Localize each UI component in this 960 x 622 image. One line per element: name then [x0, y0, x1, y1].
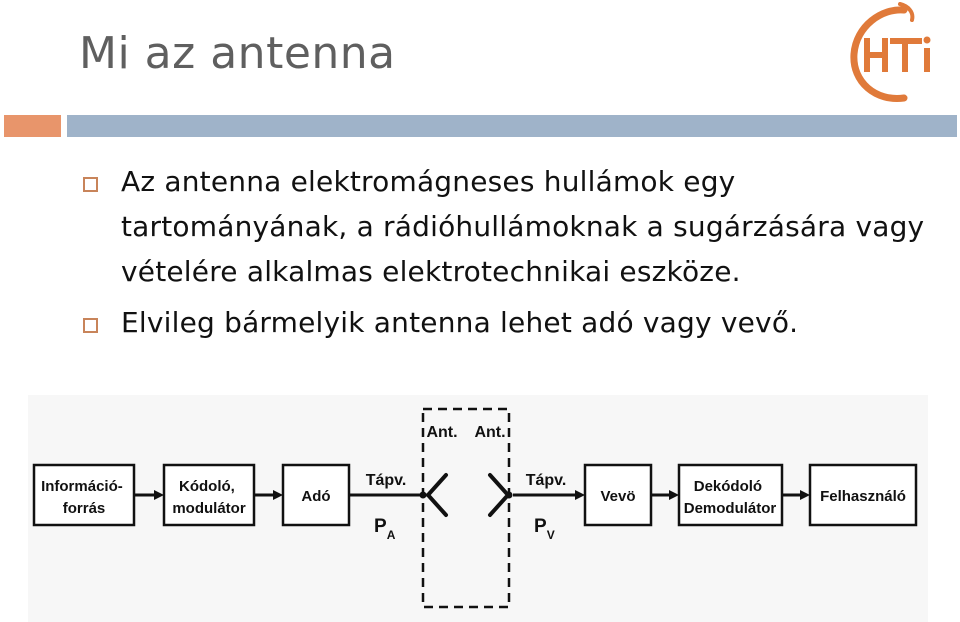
tx-feeder-label: Tápv.	[365, 472, 407, 489]
bullet-item	[70, 304, 950, 345]
title-accent-bar	[4, 115, 61, 137]
rx-antenna-label: Ant.	[474, 424, 506, 441]
user-label: Felhasználó	[820, 488, 906, 505]
receiver-label: Vevö	[600, 488, 636, 505]
hti-logo	[842, 2, 942, 106]
rx-power-label: $P_V$	[534, 516, 555, 542]
bullet-text: Az antenna elektromágneses hullámok egy tartományának, a rádióhullámoknak a sugárzására vagy vételére alkalmas elektrotechnikai eszköze.	[121, 165, 925, 288]
bullet-list	[70, 163, 950, 345]
info-source-label: Információ- forrás	[41, 478, 123, 517]
title-divider-bar	[67, 115, 957, 137]
decoder-label: Dekódoló Demodulátor	[683, 478, 777, 517]
encoder-label: Kódoló, modulátor	[172, 478, 246, 517]
tx-power-label: $P_A$	[374, 516, 396, 542]
radio-link-diagram	[28, 395, 928, 622]
bullet-text: Elvileg bármelyik antenna lehet adó vagy vevő.	[121, 306, 799, 339]
transmitter-label: Adó	[301, 488, 331, 505]
square-bullet-icon	[83, 318, 98, 333]
bullet-item	[70, 163, 950, 294]
tx-antenna-label: Ant.	[426, 424, 458, 441]
rx-feeder-label: Tápv.	[525, 472, 567, 489]
slide-title: Mi az antenna	[79, 28, 396, 79]
square-bullet-icon	[83, 177, 98, 192]
